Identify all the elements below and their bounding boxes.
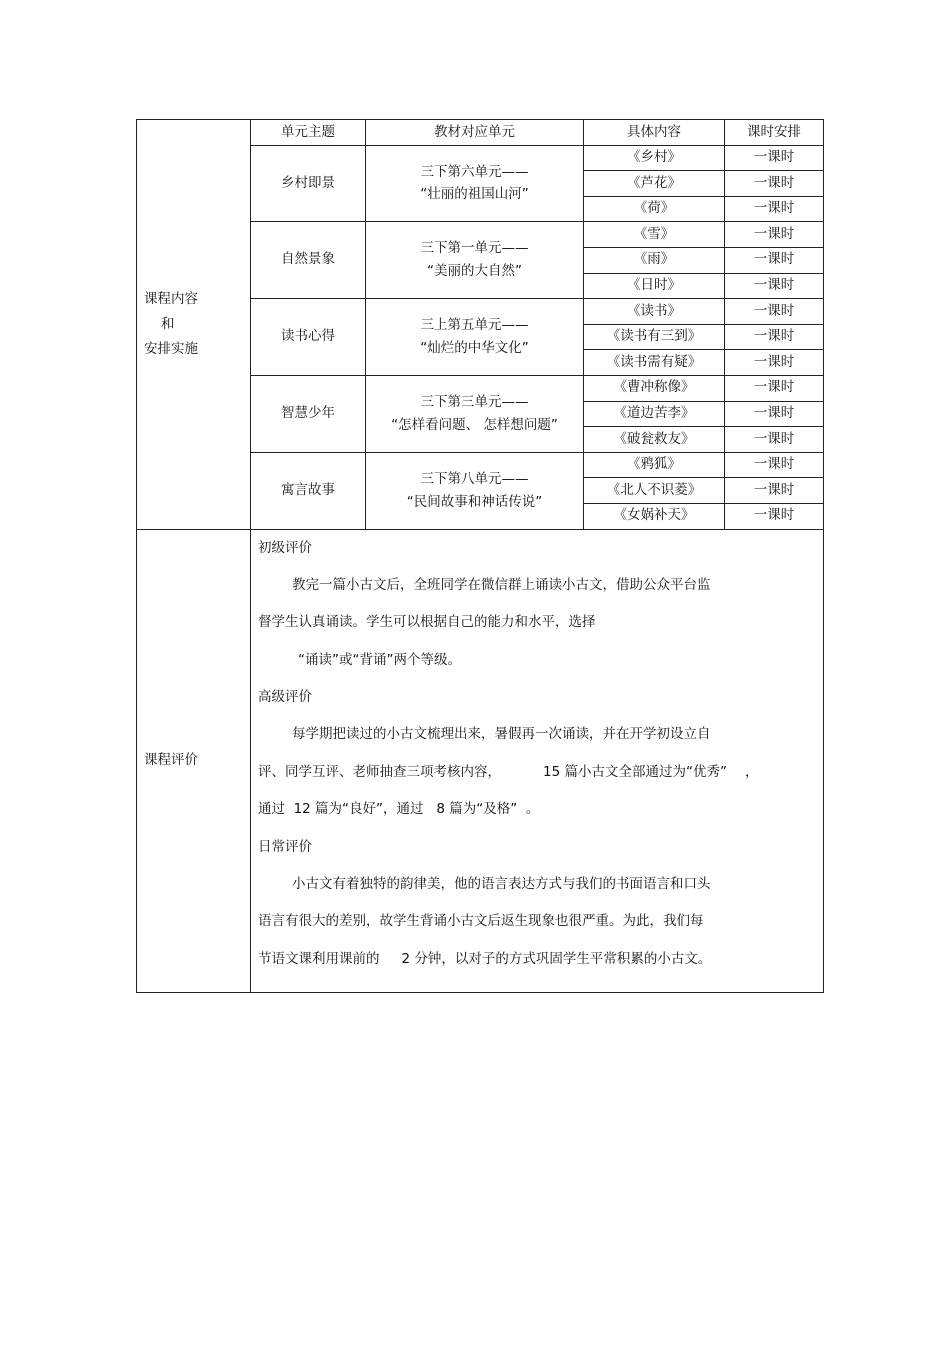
advanced-eval-line3: 通过 12 篇为“良好”，通过 8 篇为“及格” 。	[258, 801, 540, 817]
advanced-eval-line1: 每学期把读过的小古文梳理出来，暑假再一次诵读，并在开学初设立自	[292, 726, 711, 742]
basic-eval-line2: 督学生认真诵读。学生可以根据自己的能力和水平，选择	[258, 614, 596, 630]
advanced-eval-line2a: 评、同学互评、老师抽查三项考核内容，	[258, 763, 501, 780]
content-label-line3: 安排实施	[144, 340, 198, 357]
content-label-line2: 和	[161, 315, 175, 332]
lesson-hours: 一课时	[725, 375, 824, 401]
advanced-eval-line2c: ，	[744, 763, 759, 780]
lesson-content: 《雪》	[584, 222, 725, 248]
header-hours: 课时安排	[725, 120, 824, 146]
unit-source-line1: 三上第五单元——	[420, 317, 529, 334]
lesson-hours: 一课时	[725, 478, 824, 504]
daily-eval-title: 日常评价	[258, 838, 312, 855]
lesson-content: 《鸦狐》	[584, 452, 725, 478]
lesson-content: 《道边苦李》	[584, 401, 725, 427]
lesson-content: 《读书需有疑》	[584, 350, 725, 376]
lesson-hours: 一课时	[725, 427, 824, 453]
lesson-content: 《雨》	[584, 247, 725, 273]
lesson-hours: 一课时	[725, 247, 824, 273]
content-label-line1: 课程内容	[144, 290, 198, 307]
lesson-content: 《荷》	[584, 196, 725, 222]
lesson-content: 《读书》	[584, 299, 725, 325]
unit-source	[366, 375, 584, 452]
unit-theme: 智慧少年	[251, 375, 366, 452]
unit-source-line1: 三下第三单元——	[420, 393, 529, 410]
header-content: 具体内容	[584, 120, 725, 146]
unit-source-line2: “民间故事和神话传说”	[406, 493, 543, 510]
content-label-cell	[137, 120, 251, 530]
evaluation-label: 课程评价	[137, 529, 251, 993]
lesson-hours: 一课时	[725, 324, 824, 350]
lesson-content: 《日时》	[584, 273, 725, 299]
unit-source-line2: “灿烂的中华文化”	[420, 340, 529, 357]
lesson-content: 《女娲补天》	[584, 503, 725, 529]
basic-eval-line1: 教完一篇小古文后，全班同学在微信群上诵读小古文，借助公众平台监	[292, 576, 711, 593]
unit-source-line2: “美丽的大自然”	[427, 263, 522, 280]
unit-source-line1: 三下第六单元——	[420, 163, 529, 180]
unit-theme: 读书心得	[251, 299, 366, 376]
lesson-content: 《读书有三到》	[584, 324, 725, 350]
daily-eval-line1: 小古文有着独特的韵律美，他的语言表达方式与我们的书面语言和口头	[292, 875, 711, 892]
advanced-eval-title: 高级评价	[258, 689, 312, 705]
unit-source-line1: 三下第一单元——	[420, 240, 529, 257]
evaluation-row	[137, 529, 824, 993]
lesson-hours: 一课时	[725, 171, 824, 197]
evaluation-cell	[251, 529, 824, 993]
lesson-hours: 一课时	[725, 273, 824, 299]
daily-eval-line3a: 节语文课利用课前的	[258, 950, 380, 967]
lesson-hours: 一课时	[725, 503, 824, 529]
unit-source	[366, 222, 584, 299]
lesson-content: 《乡村》	[584, 145, 725, 171]
lesson-hours: 一课时	[725, 299, 824, 325]
unit-source-line1: 三下第八单元——	[420, 470, 529, 487]
unit-source	[366, 299, 584, 376]
lesson-hours: 一课时	[725, 401, 824, 427]
basic-eval-title: 初级评价	[258, 539, 312, 556]
unit-theme: 寓言故事	[251, 452, 366, 529]
lesson-content: 《芦花》	[584, 171, 725, 197]
advanced-eval-line2	[258, 760, 815, 798]
lesson-hours: 一课时	[725, 452, 824, 478]
advanced-eval-line2b: 15 篇小古文全部通过为“优秀”	[543, 763, 727, 780]
daily-eval-line3	[258, 947, 815, 985]
unit-theme: 乡村即景	[251, 145, 366, 222]
header-row	[137, 120, 824, 146]
header-theme: 单元主题	[251, 120, 366, 146]
lesson-hours: 一课时	[725, 222, 824, 248]
unit-source-line2: “怎样看问题、 怎样想问题”	[391, 416, 558, 433]
lesson-content: 《北人不识菱》	[584, 478, 725, 504]
basic-eval-line3: “诵读”或“背诵”两个等级。	[298, 651, 461, 668]
unit-source	[366, 145, 584, 222]
lesson-content: 《曹冲称像》	[584, 375, 725, 401]
header-unit: 教材对应单元	[366, 120, 584, 146]
daily-eval-line2: 语言有很大的差别，故学生背诵小古文后返生现象也很严重。为此，我们每	[258, 913, 704, 929]
unit-source-line2: “壮丽的祖国山河”	[420, 186, 529, 203]
lesson-hours: 一课时	[725, 145, 824, 171]
unit-theme: 自然景象	[251, 222, 366, 299]
daily-eval-line3b: 2 分钟，以对子的方式巩固学生平常积累的小古文。	[401, 950, 712, 967]
unit-source	[366, 452, 584, 529]
lesson-hours: 一课时	[725, 350, 824, 376]
curriculum-table	[136, 119, 824, 993]
lesson-hours: 一课时	[725, 196, 824, 222]
lesson-content: 《破瓮救友》	[584, 427, 725, 453]
